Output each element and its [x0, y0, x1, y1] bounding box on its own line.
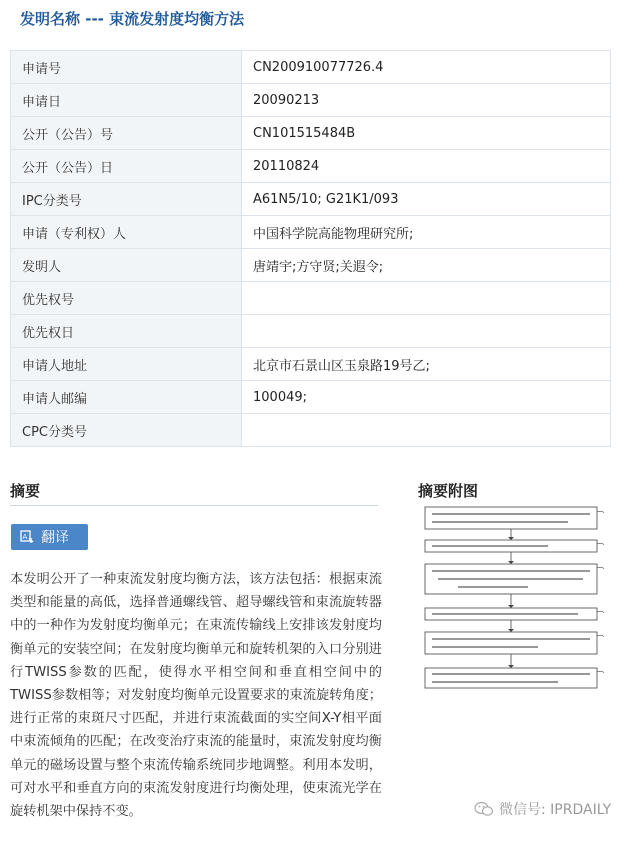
row-key: 优先权日: [11, 315, 242, 348]
row-key: IPC分类号: [11, 183, 242, 216]
abstract-figure-flowchart: [418, 504, 612, 696]
abstract-divider: [10, 505, 378, 506]
watermark-text: 微信号: IPRDAILY: [499, 802, 612, 818]
page-title: 发明名称 --- 束流发射度均衡方法: [20, 10, 245, 28]
row-key: CPC分类号: [11, 414, 242, 447]
row-value: [242, 282, 611, 315]
table-row: [11, 216, 611, 249]
row-key: 申请人地址: [11, 348, 242, 381]
table-row: [11, 381, 611, 414]
row-key: 申请号: [11, 51, 242, 84]
flow-step: [425, 632, 597, 654]
table-row: [11, 51, 611, 84]
row-key: 申请（专利权）人: [11, 216, 242, 249]
row-key: 申请日: [11, 84, 242, 117]
row-key: 优先权号: [11, 282, 242, 315]
row-value: CN200910077726.4: [242, 51, 611, 84]
row-value: 20090213: [242, 84, 611, 117]
watermark: [474, 799, 611, 819]
row-value: 中国科学院高能物理研究所;: [242, 216, 611, 249]
header: [0, 0, 640, 36]
translate-label: 翻译: [41, 530, 69, 546]
row-value: 北京市石景山区玉泉路19号乙;: [242, 348, 611, 381]
table-row: [11, 414, 611, 447]
translate-icon: [20, 530, 34, 544]
table-row: [11, 249, 611, 282]
abstract-text: 本发明公开了一种束流发射度均衡方法，该方法包括：根据束流类型和能量的高低，选择普通螺线管、超导螺线管和束流旋转器中的一种作为发射度均衡单元；在束流传输线上安排该发射度均衡单元的安装空间；在发射度均衡单元和旋转机架的入口分别进行TWISS参数的匹配，使得水平相空间和垂直相空间中的TWISS参数相等；对发射度均衡单元设置要求的束流旋转角度；进行正常的束斑尺寸匹配，并进行束流截面的实空间X-Y相平面中束流倾角的匹配；在改变治疗束流的能量时，束流发射度均衡单元的磁场设置与整个束流传输系统同步地调整。利用本发明，可对水平和垂直方向的束流发射度进行均衡处理，使束流光学在旋转机架中保持不变。: [10, 572, 382, 820]
patent-info-table: [10, 50, 611, 447]
table-row: [11, 117, 611, 150]
table-row: [11, 282, 611, 315]
row-value: 唐靖宇;方守贤;关遐令;: [242, 249, 611, 282]
row-key: 申请人邮编: [11, 381, 242, 414]
row-key: 公开（公告）号: [11, 117, 242, 150]
row-value: 100049;: [242, 381, 611, 414]
row-key: 公开（公告）日: [11, 150, 242, 183]
row-value: [242, 414, 611, 447]
row-value: A61N5/10; G21K1/093: [242, 183, 611, 216]
figure-heading: 摘要附图: [418, 482, 479, 500]
table-row: [11, 150, 611, 183]
flow-step: [425, 507, 597, 529]
row-value: [242, 315, 611, 348]
table-row: [11, 84, 611, 117]
abstract-heading: 摘要: [10, 482, 41, 500]
table-row: [11, 315, 611, 348]
table-row: [11, 183, 611, 216]
table-row: [11, 348, 611, 381]
row-key: 发明人: [11, 249, 242, 282]
row-value: 20110824: [242, 150, 611, 183]
svg-text:A: A: [22, 533, 28, 541]
translate-button[interactable]: [11, 524, 88, 550]
wechat-icon: [474, 801, 494, 817]
flow-step: [425, 668, 597, 688]
row-value: CN101515484B: [242, 117, 611, 150]
